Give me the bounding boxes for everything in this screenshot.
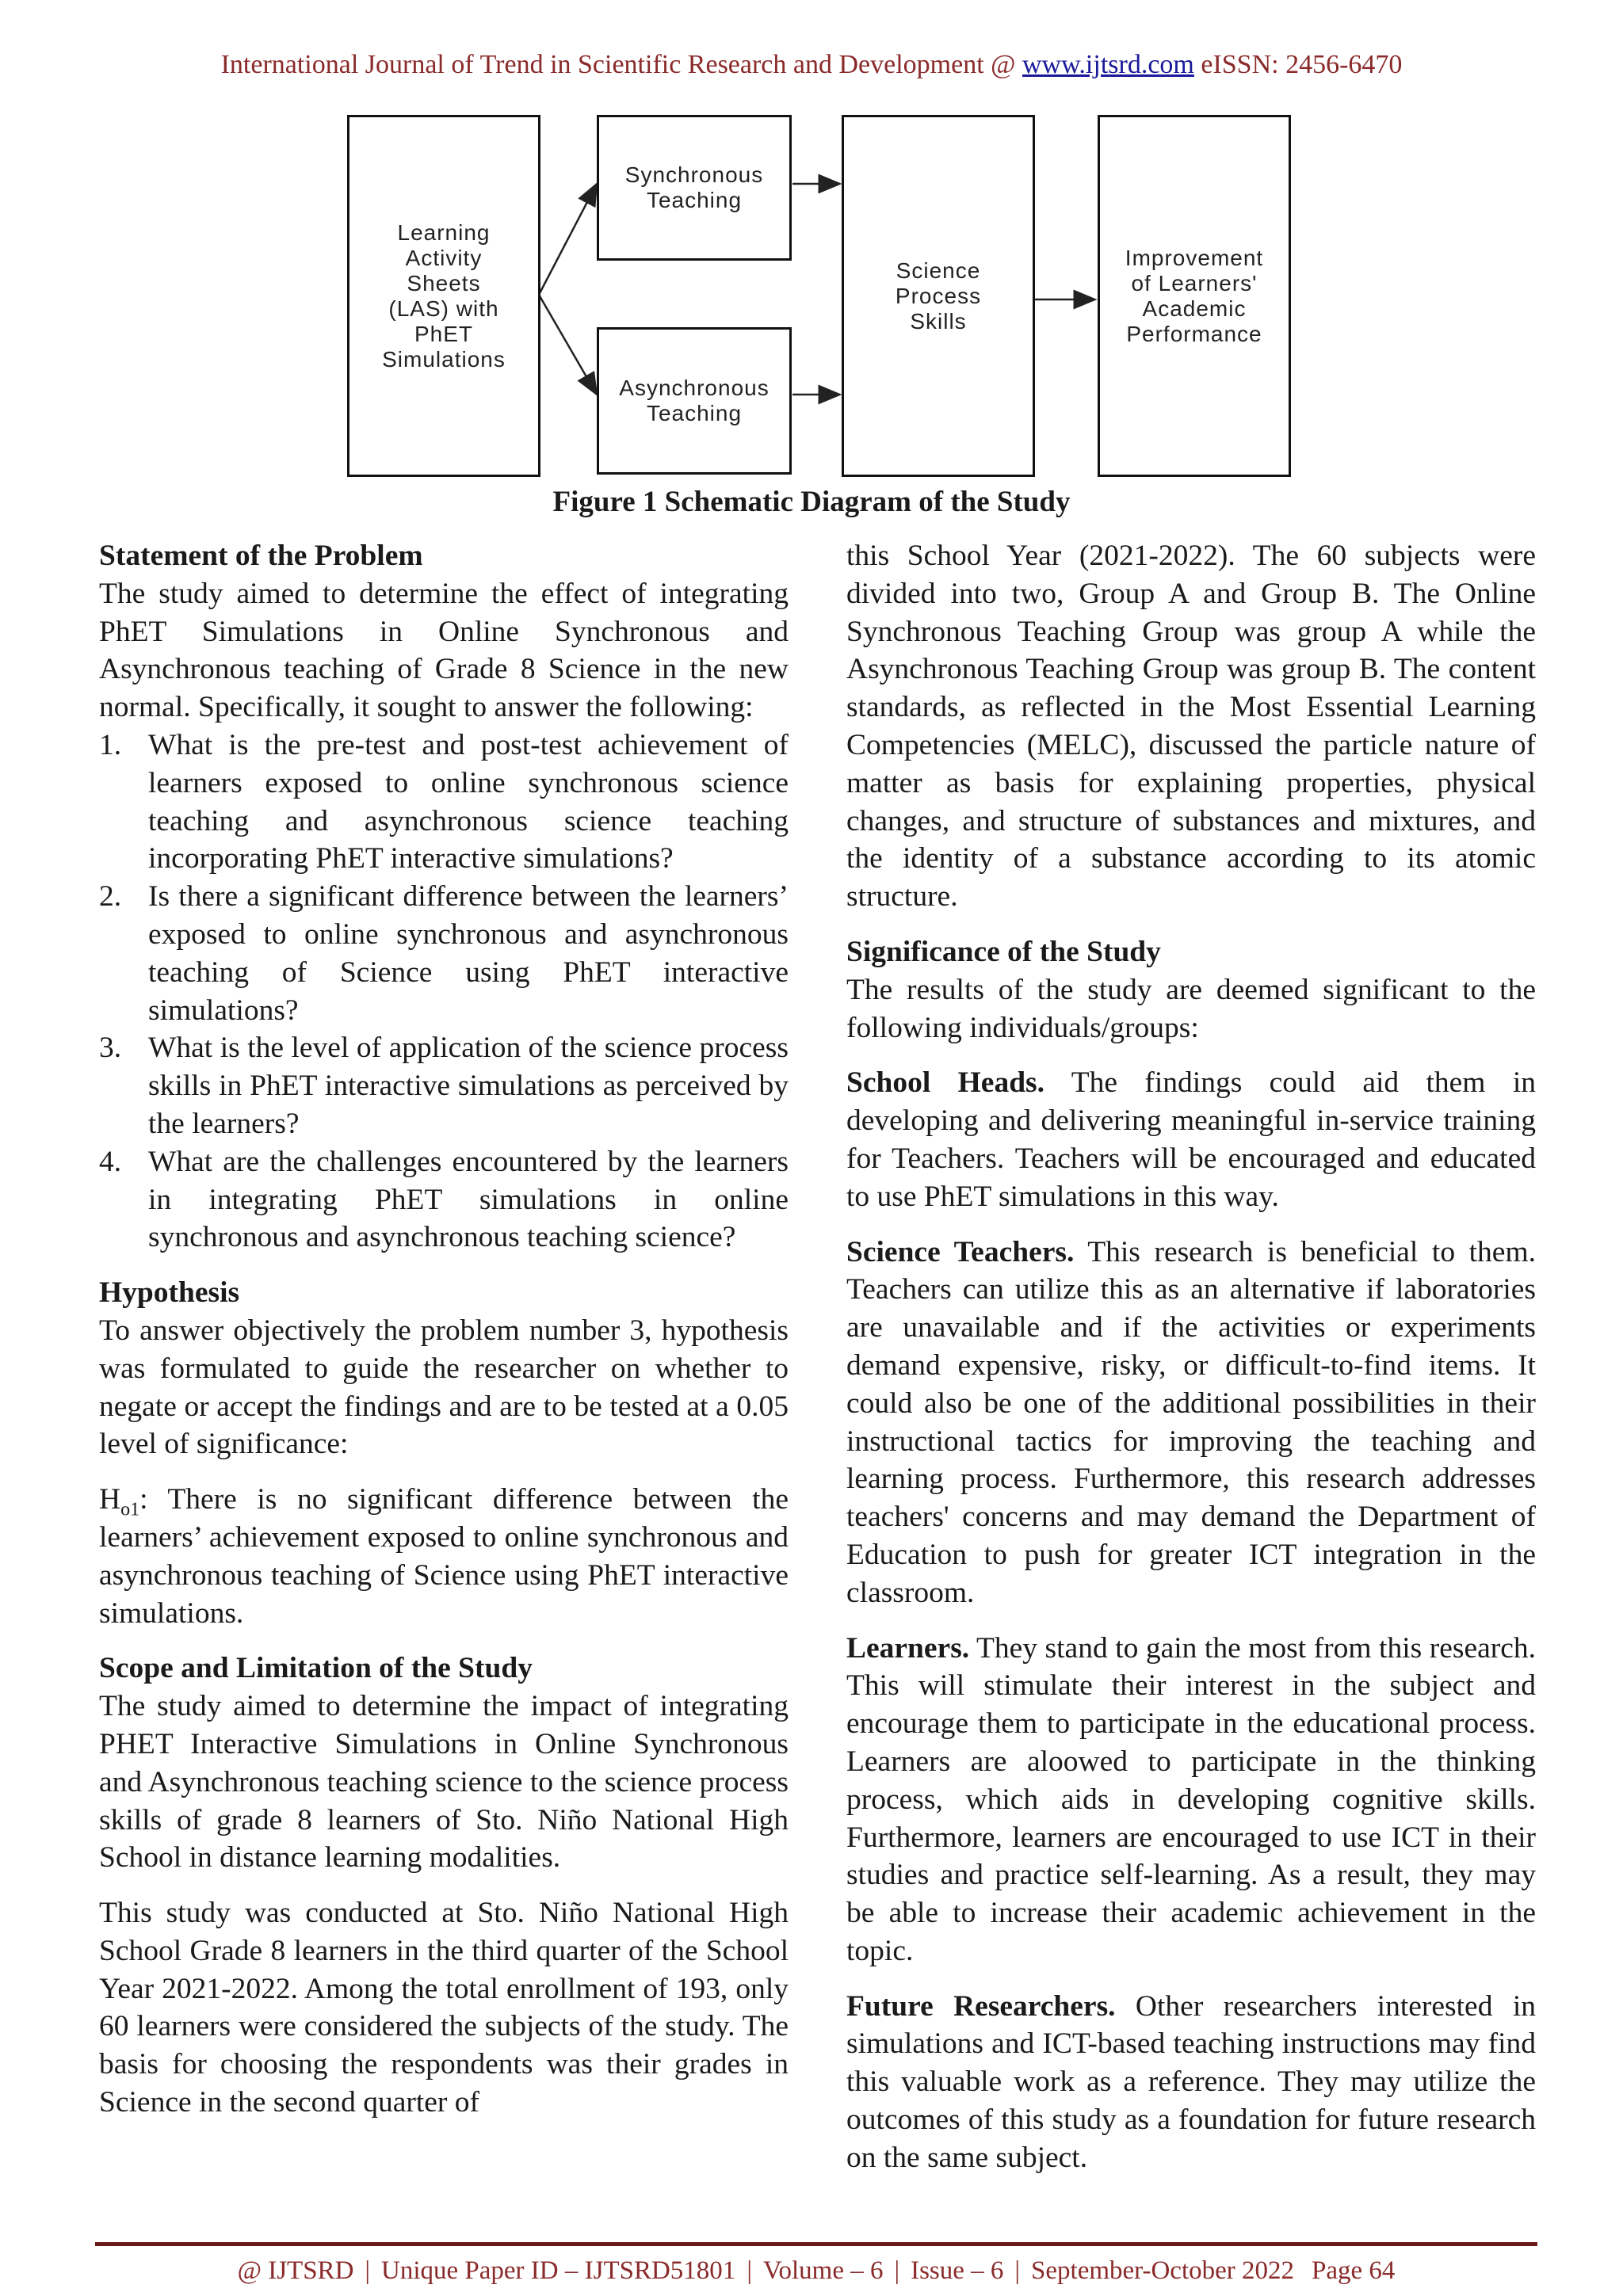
journal-link[interactable]: www.ijtsrd.com [1022,50,1194,79]
school-heads-label: School Heads. [846,1066,1045,1100]
null-hypothesis-text: : There is no significant difference between the learners’ achievement exposed to online synchronous and asynchronous teaching of Science using PhET interactive simulations. [99,1483,789,1630]
null-hypothesis-subscript: o1 [120,1499,140,1520]
significance-heading: Significance of the Study [846,935,1161,968]
schematic-diagram [0,0,1623,507]
arrow-las-to-sync [539,184,597,295]
continued-text: this School Year (2021-2022). The 60 subjects were divided into two, Group A and Group B. The Online Synchronous Teaching Group was group A while the Asynchronous Teaching Group was group B. The content standards, as reflected in the Most Essential Learning Competencies (MELC), discussed the particle nature of matter as basis for explaining properties, physical changes, and structure of substances and mixtures, and the identity of a substance according to its atomic structure. [846,540,1536,913]
question-item [99,727,789,878]
header-suffix: eISSN: 2456-6470 [1193,50,1403,79]
significance-intro: The results of the study are deemed significant to the following individuals/groups: [846,973,1536,1044]
box-las: Learning Activity Sheets (LAS) with PhET Simulations [347,115,540,477]
question-item [99,1143,789,1257]
question-number: 4. [99,1145,122,1178]
sop-heading: Statement of the Problem [99,540,423,572]
research-questions [99,727,789,1257]
science-teachers-text: This research is beneficial to them. Teachers can utilize this as an alternative if laboratories are unavailable and if the activities or experiments demand expensive, risky, or difficult-to-find items. It could also be one of the additional possibilities in their instructional tactics for improving the teaching and learning process. Furthermore, this research addresses teachers' concerns and may demand the Department of Education to push for greater ICT integration in the classroom. [846,1235,1536,1609]
footer-issue: Issue – 6 [911,2256,1004,2285]
question-number: 2. [99,880,122,913]
figure-caption: Figure 1 Schematic Diagram of the Study [552,486,1071,518]
box-asynchronous: Asynchronous Teaching [597,327,792,475]
learners-paragraph [846,1630,1536,1970]
hypothesis-heading: Hypothesis [99,1276,240,1310]
footer-paper-id: Unique Paper ID – IJTSRD51801 [381,2256,736,2285]
question-text: What is the level of application of the science process skills in PhET interactive simulations as perceived by the learners? [148,1032,789,1140]
science-teachers-paragraph [846,1234,1536,1612]
science-teachers-label: Science Teachers. [846,1235,1075,1268]
learners-label: Learners. [846,1631,970,1665]
footer-separator: | [1014,2256,1021,2285]
arrow-las-to-async [539,295,597,395]
scope-text-2: This study was conducted at Sto. Niño National High School Grade 8 learners in the third quarter of the School Year 2021-2022. Among the total enrollment of 193, only 60 learners were considered the subjects of the study. The basis for choosing the respondents was their grades in Science in the second quarter of [99,1897,789,2119]
future-researchers-text: Other researchers interested in simulations and ICT-based teaching instructions may find this valuable work as a reference. They may utilize the outcomes of this study as a foundation for future research on the same subject. [846,1989,1537,2174]
diagram-arrows [0,0,1623,507]
footer-volume: Volume – 6 [762,2256,884,2285]
question-number: 1. [99,728,122,761]
learners-text: They stand to gain the most from this research. This will stimulate their interest in the subject and encourage them to participate in the educational process. Learners are aloowed to participate in the thinking process, which aids in developing cognitive skills. Furthermore, learners are encouraged to use ICT in their studies and practice self-learning. As a result, they may be able to increase their academic achievement in the topic. [846,1631,1536,1967]
header-prefix: International Journal of Trend in Scientific Research and Development @ [220,50,1022,79]
footer-page: Page 64 [1312,2256,1396,2285]
question-text: Is there a significant difference between the learners’ exposed to online synchronous and asynchronous teaching of Science using PhET interactive simulations? [148,880,789,1027]
null-hypothesis-symbol: H [99,1483,121,1516]
running-footer [95,2255,1537,2286]
footer-separator: | [747,2256,752,2285]
left-column [99,537,789,2122]
scope-heading: Scope and Limitation of the Study [99,1652,533,1685]
question-text: What is the pre-test and post-test achievement of learners exposed to online synchronous science teaching and asynchronous science teaching incorporating PhET interactive simulations? [148,728,789,875]
school-heads-paragraph [846,1064,1536,1215]
question-number: 3. [99,1032,122,1065]
future-researchers-label: Future Researchers. [846,1989,1116,2023]
question-item [99,878,789,1029]
footer-separator: | [365,2256,371,2285]
box-science-process-skills: Science Process Skills [842,115,1035,477]
scope-text: The study aimed to determine the impact of integrating PHET Interactive Simulations in Online Synchronous and Asynchronous teaching science to the science process skills of grade 8 learners of Sto. Niño National High School in distance learning modalities. [99,1690,789,1875]
null-hypothesis [99,1481,789,1632]
footer-rule [95,2242,1537,2246]
box-improvement: Improvement of Learners' Academic Performance [1098,115,1291,477]
footer-date: September-October 2022 [1031,2256,1295,2285]
box-synchronous: Synchronous Teaching [597,115,792,261]
right-column [846,537,1536,2177]
footer-separator: | [894,2256,900,2285]
future-researchers-paragraph [846,1988,1536,2177]
question-text: What are the challenges encountered by the learners in integrating PhET simulations in online synchronous and asynchronous teaching science? [148,1145,789,1254]
hypothesis-text: To answer objectively the problem number 3, hypothesis was formulated to guide the researcher on whether to negate or accept the findings and are to be tested at a 0.05 level of significance: [99,1314,789,1461]
sop-intro: The study aimed to determine the effect of integrating PhET Simulations in Online Synchronous and Asynchronous teaching of Grade 8 Science in the new normal. Specifically, it sought to answer the following: [99,577,789,724]
question-item [99,1029,789,1142]
school-heads-text: The findings could aid them in developing and delivering meaningful in-service training for Teachers. Teachers will be encouraged and educated to use PhET simulations in this way. [846,1066,1536,1213]
footer-journal: @ IJTSRD [237,2256,354,2285]
